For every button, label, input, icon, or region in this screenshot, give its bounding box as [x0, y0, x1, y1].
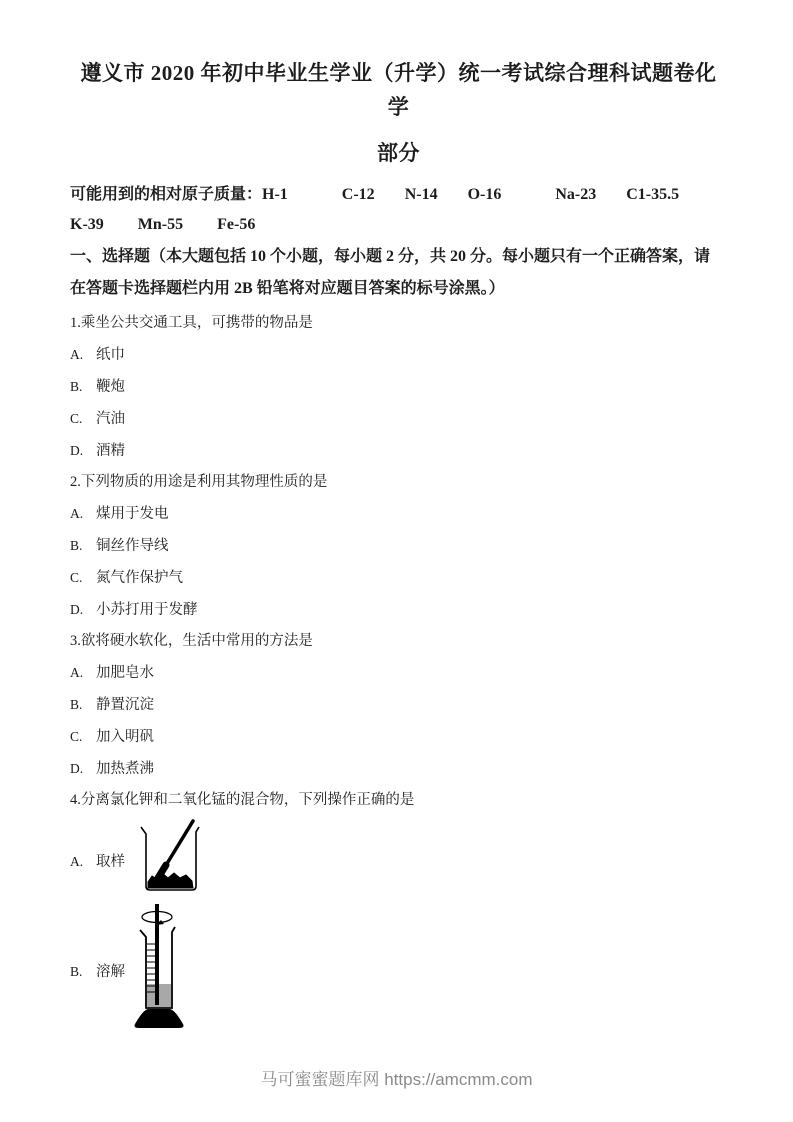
question-1-option-c [70, 403, 727, 435]
option-letter: B. [70, 379, 83, 394]
option-letter: B. [70, 697, 83, 712]
atomic-mass-Cl: C1-35.5 [626, 186, 680, 203]
option-text: 汽油 [96, 411, 125, 427]
option-letter: A. [70, 665, 84, 680]
option-text: 小苏打用于发酵 [96, 602, 198, 618]
atomic-mass-N: N-14 [404, 186, 438, 203]
question-4-stem: 4.分离氯化钾和二氧化锰的混合物，下列操作正确的是 [70, 792, 415, 808]
question-3-number: 3. [70, 633, 81, 649]
question-2-stem: 2.下列物质的用途是利用其物理性质的是 [70, 474, 328, 490]
option-letter: D. [70, 443, 84, 458]
option-text: 氮气作保护气 [96, 570, 183, 586]
question-1-option-a [70, 339, 727, 371]
option-text: 静置沉淀 [96, 697, 154, 713]
option-text: 纸巾 [96, 347, 125, 363]
option-letter: D. [70, 761, 84, 776]
option-text: 铜丝作导线 [96, 538, 169, 554]
option-text: 鞭炮 [96, 379, 125, 395]
beaker-with-spatula-icon [135, 818, 209, 903]
option-text: 加热煮沸 [96, 761, 154, 777]
question-1-option-b [70, 371, 727, 403]
option-letter: A. [70, 347, 84, 362]
atomic-mass-Mn: Mn-55 [137, 216, 184, 233]
question-3-stem: 3.欲将硬水软化，生活中常用的方法是 [70, 633, 313, 649]
option-letter: C. [70, 729, 83, 744]
question-1-number: 1. [70, 315, 81, 331]
option-letter-and-text: A. 取样 [70, 853, 125, 870]
option-text: 加肥皂水 [96, 665, 154, 681]
section-heading-line1: 一、选择题（本大题包括 10 个小题，每小题 2 分，共 20 分。每小题只有一个正确答案，请 [70, 248, 711, 265]
atomic-mass-label: 可能用到的相对原子质量： [70, 186, 263, 203]
option-letter: C. [70, 570, 83, 585]
atomic-mass-K: K-39 [70, 216, 104, 233]
option-letter-and-text: B. 溶解 [70, 963, 125, 980]
question-3-option-a [70, 657, 727, 689]
question-3-option-c [70, 721, 727, 753]
question-2-option-c [70, 562, 727, 594]
question-2-option-a [70, 498, 727, 530]
option-letter: A. [70, 506, 84, 521]
question-2-option-b [70, 530, 727, 562]
atomic-mass-Fe: Fe-56 [217, 216, 256, 233]
question-4-number: 4. [70, 792, 81, 808]
option-letter: B. [70, 538, 83, 553]
question-3-option-b [70, 689, 727, 721]
atomic-mass-O: O-16 [467, 186, 502, 203]
section-heading-line2: 在答题卡选择题栏内用 2B 铅笔将对应题目答案的标号涂黑。） [70, 280, 505, 297]
question-1-option-d [70, 435, 727, 467]
option-letter: D. [70, 602, 84, 617]
atomic-mass-C: C-12 [341, 186, 375, 203]
graduated-cylinder-stirring-icon [131, 904, 189, 1037]
atomic-mass-H: H-1 [262, 186, 288, 203]
option-letter: C. [70, 411, 83, 426]
option-text: 加入明矾 [96, 729, 154, 745]
atomic-mass-Na: Na-23 [555, 186, 597, 203]
question-3-option-d [70, 753, 727, 785]
question-1-stem: 1.乘坐公共交通工具，可携带的物品是 [70, 315, 313, 331]
document-title-line1: 遵义市 2020 年初中毕业生学业（升学）统一考试综合理科试题卷化学 [80, 61, 717, 119]
atomic-mass-row-2 [70, 212, 727, 238]
option-text: 酒精 [96, 443, 125, 459]
document-title-line2: 部分 [377, 141, 420, 165]
question-2-number: 2. [70, 474, 81, 490]
question-2-option-d [70, 594, 727, 626]
question-4-option-b [70, 906, 727, 1034]
option-text: 煤用于发电 [96, 506, 169, 522]
atomic-mass-row-1 [70, 182, 727, 208]
footer-watermark: 马可蜜蜜题库网 https://amcmm.com [260, 1070, 533, 1089]
question-4-option-a [70, 818, 727, 902]
